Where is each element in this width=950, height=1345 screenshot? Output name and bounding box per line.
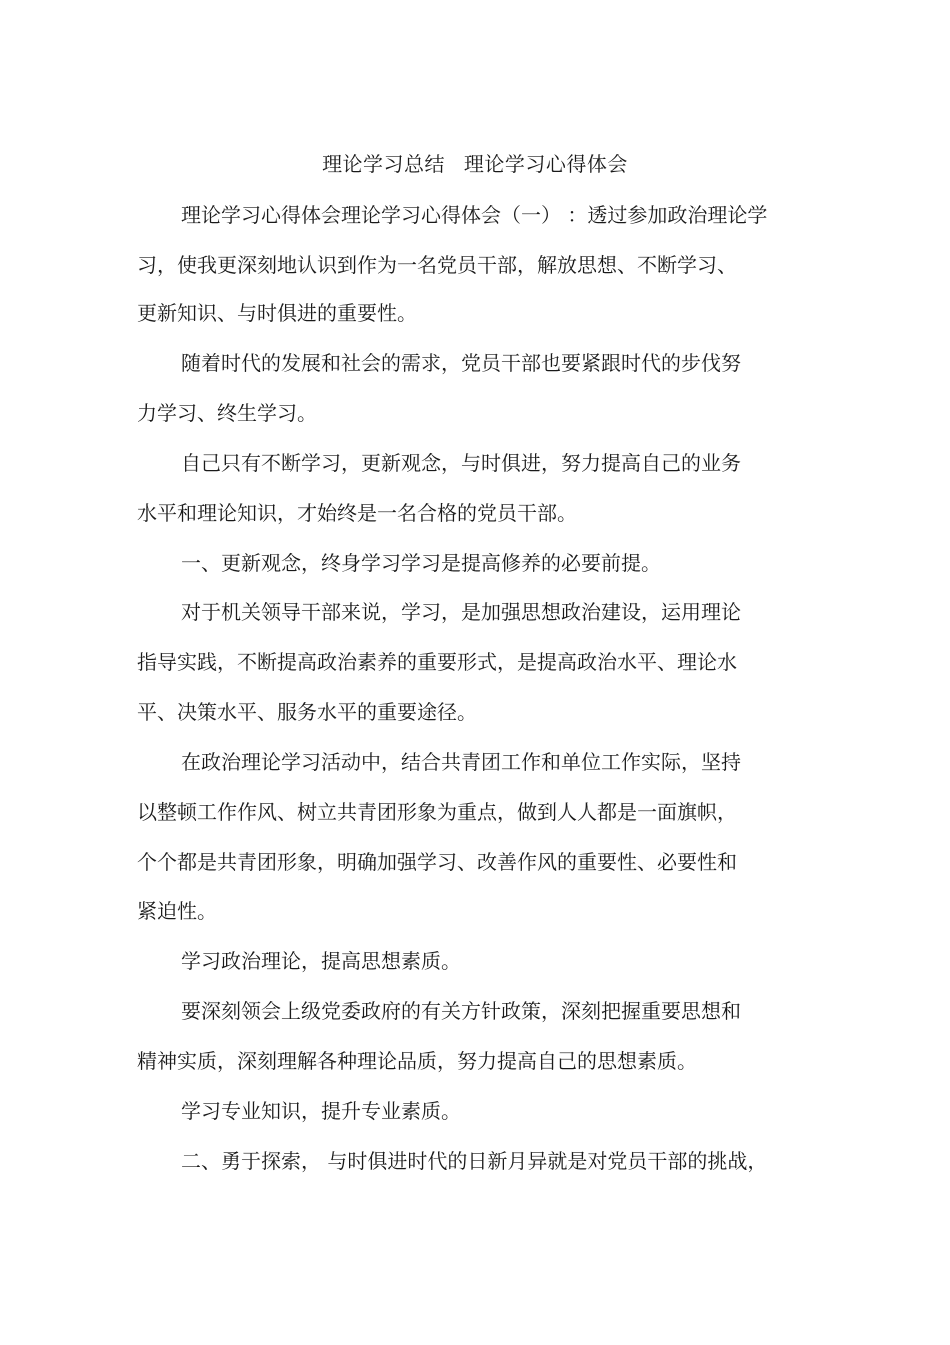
page-title: 理论学习总结 理论学习心得体会	[322, 152, 628, 176]
paragraph-2-line-1: 随着时代的发展和社会的需求，党员干部也要紧跟时代的步伐努	[181, 351, 741, 375]
paragraph-1-line-2: 习，使我更深刻地认识到作为一名党员干部，解放思想、不断学习、	[137, 253, 737, 277]
paragraph-5-line-2: 指导实践，不断提高政治素养的重要形式，是提高政治水平、理论水	[137, 650, 737, 674]
section-heading-2: 二、勇于探索， 与时俱进时代的日新月异就是对党员干部的挑战，	[181, 1149, 768, 1173]
paragraph-5-line-3: 平、决策水平、服务水平的重要途径。	[137, 700, 477, 724]
paragraph-3-line-2: 水平和理论知识，才始终是一名合格的党员干部。	[137, 501, 577, 525]
paragraph-9-line-1: 学习专业知识，提升专业素质。	[181, 1099, 461, 1123]
paragraph-6-line-2: 以整顿工作作风、树立共青团形象为重点，做到人人都是一面旗帜，	[137, 800, 737, 824]
section-heading-1: 一、更新观念，终身学习学习是提高修养的必要前提。	[181, 551, 661, 575]
paragraph-6-line-1: 在政治理论学习活动中，结合共青团工作和单位工作实际，坚持	[181, 750, 741, 774]
paragraph-8-line-2: 精神实质，深刻理解各种理论品质，努力提高自己的思想素质。	[137, 1049, 697, 1073]
paragraph-5-line-1: 对于机关领导干部来说，学习，是加强思想政治建设，运用理论	[181, 600, 741, 624]
paragraph-7-line-1: 学习政治理论，提高思想素质。	[181, 949, 461, 973]
paragraph-1-line-1: 理论学习心得体会理论学习心得体会（一） ：透过参加政治理论学	[181, 203, 768, 227]
paragraph-8-line-1: 要深刻领会上级党委政府的有关方针政策，深刻把握重要思想和	[181, 999, 741, 1023]
paragraph-6-line-4: 紧迫性。	[137, 899, 217, 923]
paragraph-3-line-1: 自己只有不断学习，更新观念，与时俱进，努力提高自己的业务	[181, 451, 741, 475]
paragraph-1-line-3: 更新知识、与时俱进的重要性。	[137, 301, 417, 325]
paragraph-6-line-3: 个个都是共青团形象，明确加强学习、改善作风的重要性、必要性和	[137, 850, 737, 874]
paragraph-2-line-2: 力学习、终生学习。	[137, 401, 317, 425]
